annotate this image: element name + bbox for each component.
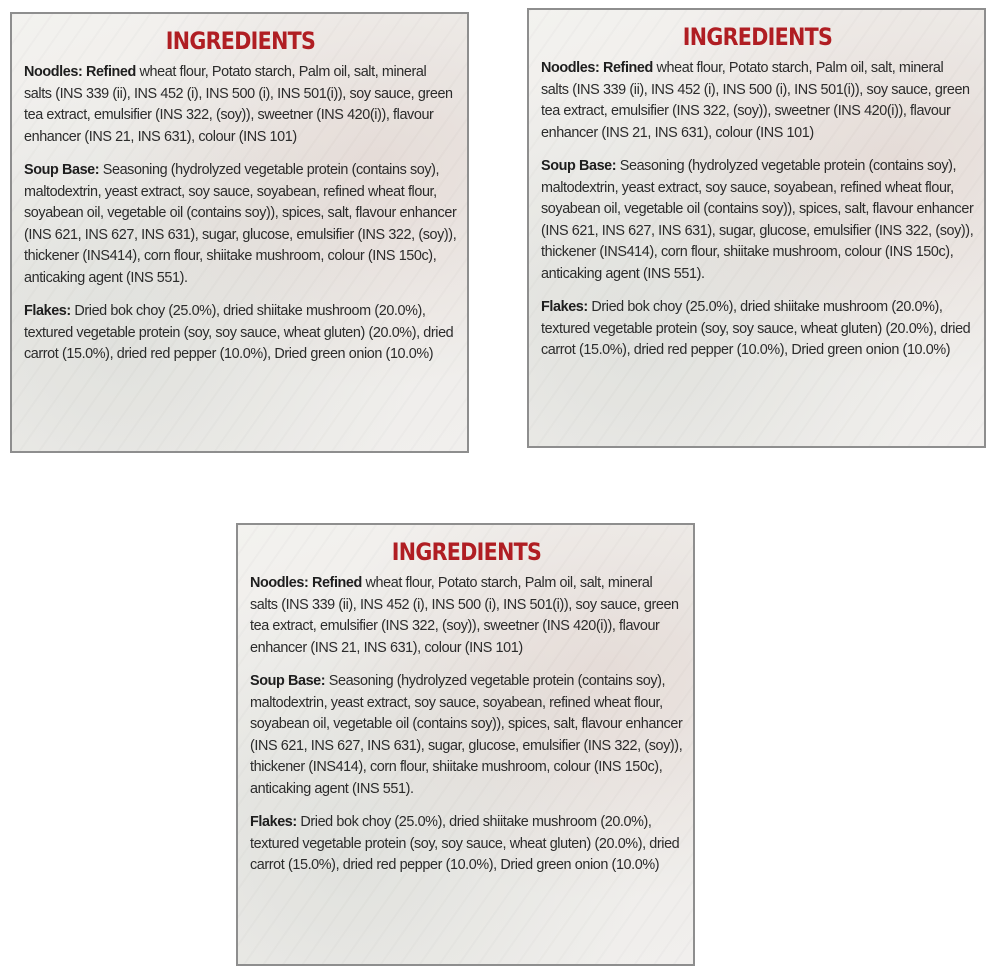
noodles-section — [250, 573, 683, 659]
flakes-section — [24, 301, 457, 366]
soup-base-text: Seasoning (hydrolyzed vegetable protein (contains soy), maltodextrin, yeast extract, soy sauce, soyabean, refined wheat flour, soyabean oil, vegetable oil (contains soy)), spices, salt, flavour enhancer (INS 621, INS 627, INS 631), sugar, glucose, emulsifier (INS 322, (soy)), thickener (INS414), corn flour, shiitake mushroom, colour (INS 150c), anticaking agent (INS 551). — [24, 162, 457, 286]
soup-base-section — [541, 156, 974, 285]
noodles-label: Noodles: Refined — [24, 64, 136, 80]
soup-base-label: Soup Base: — [541, 158, 617, 174]
soup-base-text: Seasoning (hydrolyzed vegetable protein (contains soy), maltodextrin, yeast extract, soy sauce, soyabean, refined wheat flour, soyabean oil, vegetable oil (contains soy)), spices, salt, flavour enhancer (INS 621, INS 627, INS 631), sugar, glucose, emulsifier (INS 322, (soy)), thickener (INS414), corn flour, shiitake mushroom, colour (INS 150c), anticaking agent (INS 551). — [541, 158, 974, 282]
noodles-label: Noodles: Refined — [250, 575, 362, 591]
soup-base-label: Soup Base: — [24, 162, 100, 178]
flakes-label: Flakes: — [24, 303, 71, 319]
flakes-section — [250, 812, 683, 877]
flakes-section — [541, 297, 974, 362]
noodles-section — [541, 58, 974, 144]
soup-base-text: Seasoning (hydrolyzed vegetable protein (contains soy), maltodextrin, yeast extract, soy sauce, soyabean, refined wheat flour, soyabean oil, vegetable oil (contains soy)), spices, salt, flavour enhancer (INS 621, INS 627, INS 631), sugar, glucose, emulsifier (INS 322, (soy)), thickener (INS414), corn flour, shiitake mushroom, colour (INS 150c), anticaking agent (INS 551). — [250, 673, 683, 797]
ingredients-card-2 — [527, 8, 986, 448]
ingredients-title: INGREDIENTS — [682, 23, 833, 51]
soup-base-section — [250, 671, 683, 800]
ingredients-title: INGREDIENTS — [165, 27, 316, 55]
flakes-text: Dried bok choy (25.0%), dried shiitake mushroom (20.0%), textured vegetable protein (soy, soy sauce, wheat gluten) (20.0%), dried carrot (15.0%), dried red pepper (10.0%), Dried green onion (10.0%) — [250, 814, 680, 873]
noodles-label: Noodles: Refined — [541, 60, 653, 76]
noodles-text: wheat flour, Potato starch, Palm oil, salt, mineral salts (INS 339 (ii), INS 452 (i), INS 500 (i), INS 501(i)), soy sauce, green tea extract, emulsifier (INS 322, (soy)), sweetner (INS 420(i)), flavour enhancer (INS 21, INS 631), colour (INS 101) — [541, 60, 970, 141]
ingredients-card-1 — [10, 12, 469, 453]
flakes-label: Flakes: — [541, 299, 588, 315]
ingredients-card-3 — [236, 523, 695, 966]
flakes-label: Flakes: — [250, 814, 297, 830]
noodles-text: wheat flour, Potato starch, Palm oil, salt, mineral salts (INS 339 (ii), INS 452 (i), INS 500 (i), INS 501(i)), soy sauce, green tea extract, emulsifier (INS 322, (soy)), sweetner (INS 420(i)), flavour enhancer (INS 21, INS 631), colour (INS 101) — [24, 64, 453, 145]
flakes-text: Dried bok choy (25.0%), dried shiitake mushroom (20.0%), textured vegetable protein (soy, soy sauce, wheat gluten) (20.0%), dried carrot (15.0%), dried red pepper (10.0%), Dried green onion (10.0%) — [24, 303, 454, 362]
flakes-text: Dried bok choy (25.0%), dried shiitake mushroom (20.0%), textured vegetable protein (soy, soy sauce, wheat gluten) (20.0%), dried carrot (15.0%), dried red pepper (10.0%), Dried green onion (10.0%) — [541, 299, 971, 358]
noodles-text: wheat flour, Potato starch, Palm oil, salt, mineral salts (INS 339 (ii), INS 452 (i), INS 500 (i), INS 501(i)), soy sauce, green tea extract, emulsifier (INS 322, (soy)), sweetner (INS 420(i)), flavour enhancer (INS 21, INS 631), colour (INS 101) — [250, 575, 679, 656]
ingredients-title: INGREDIENTS — [391, 538, 542, 566]
soup-base-section — [24, 160, 457, 289]
soup-base-label: Soup Base: — [250, 673, 326, 689]
noodles-section — [24, 62, 457, 148]
